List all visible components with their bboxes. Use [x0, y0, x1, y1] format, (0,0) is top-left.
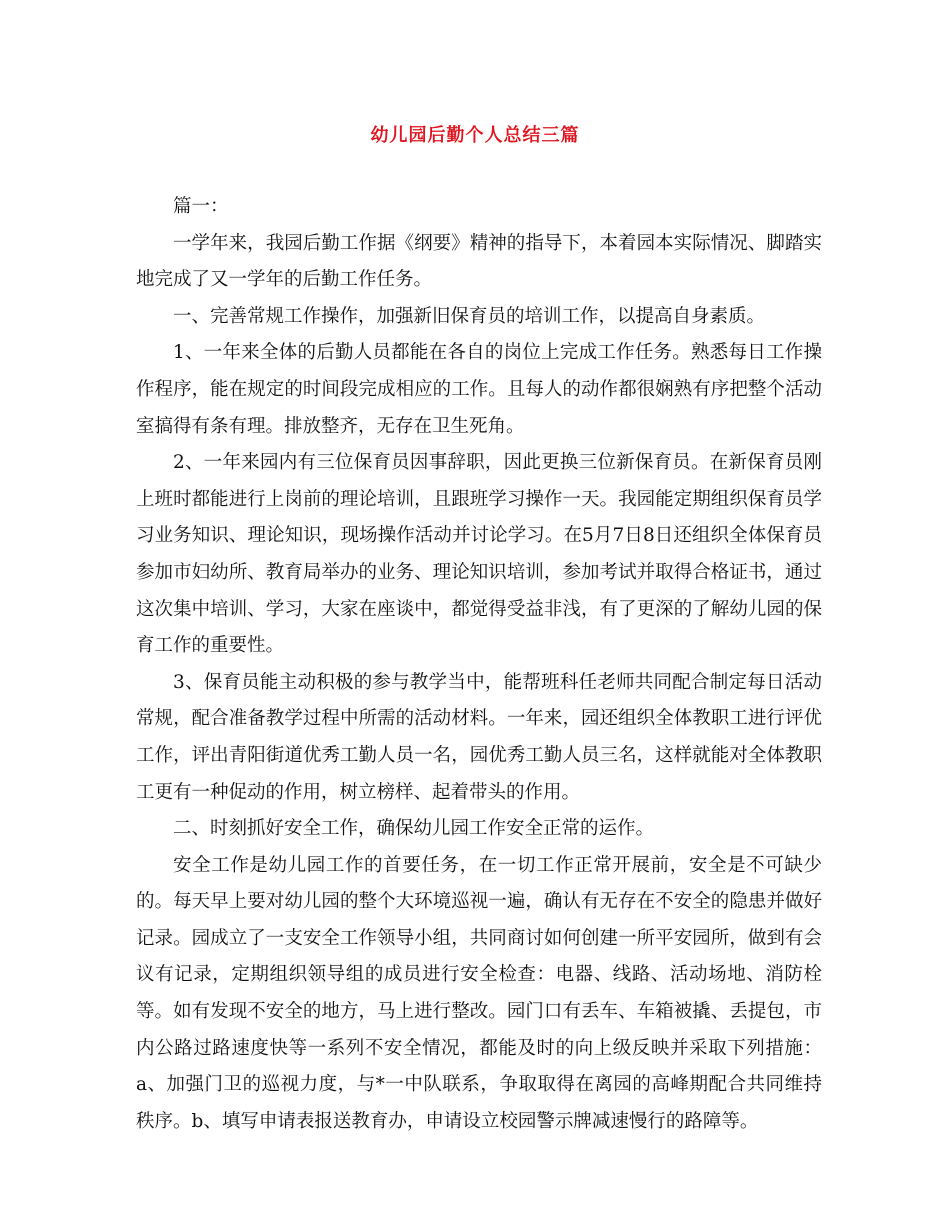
- document-title: 幼儿园后勤个人总结三篇: [370, 125, 580, 146]
- document-body: [136, 189, 822, 1140]
- paragraph-section-label: 篇一：: [173, 196, 229, 217]
- paragraph-safety: 安全工作是幼儿园工作的首要任务，在一切工作正常开展前，安全是不可缺少的。每天早上要对幼儿园的整个大环境巡视一遍，确认有无存在不安全的隐患并做好记录。园成立了一支安全工作领导小组，共同商讨如何创建一所平安园所，做到有会议有记录，定期组织领导组的成员进行安全检查：电器、线路、活动场地、消防栓等。如有发现不安全的地方，马上进行整改。园门口有丢车、车箱被撬、丢提包，市内公路过路速度快等一系列不安全情况，都能及时的向上级反映并采取下列措施：a、加强门卫的巡视力度，与*一中队联系，争取取得在离园的高峰期配合共同维持秩序。b、填写申请表报送教育办，申请设立校园警示牌减速慢行的路障等。: [136, 854, 822, 1132]
- paragraph-item-1: 1、一年来全体的后勤人员都能在各自的岗位上完成工作任务。熟悉每日工作操作程序，能在规定的时间段完成相应的工作。且每人的动作都很娴熟有序把整个活动室搞得有条有理。排放整齐，无存在卫生死角。: [136, 342, 822, 437]
- paragraph-heading-one: 一、完善常规工作操作，加强新旧保育员的培训工作，以提高自身素质。: [173, 305, 766, 327]
- paragraph-item-2: 2、一年来园内有三位保育员因事辞职，因此更换三位新保育员。在新保育员刚上班时都能进行上岗前的理论培训，且跟班学习操作一天。我园能定期组织保育员学习业务知识、理论知识，现场操作活动并讨论学习。在5月7日8日还组织全体保育员参加市妇幼所、教育局举办的业务、理论知识培训，参加考试并取得合格证书，通过这次集中培训、学习，大家在座谈中，都觉得受益非浅，有了更深的了解幼儿园的保育工作的重要性。: [136, 452, 822, 657]
- paragraph-intro: 一学年来，我园后勤工作据《纲要》精神的指导下，本着园本实际情况、脚踏实地完成了又一学年的后勤工作任务。: [136, 232, 822, 291]
- paragraph-heading-two: 二、时刻抓好安全工作，确保幼儿园工作安全正常的运作。: [173, 818, 655, 840]
- paragraph-item-3: 3、保育员能主动积极的参与教学当中，能帮班科任老师共同配合制定每日活动常规，配合准备教学过程中所需的活动材料。一年来，园还组织全体教职工进行评优工作，评出青阳街道优秀工勤人员一名，园优秀工勤人员三名，这样就能对全体教职工更有一种促动的作用，树立榜样、起着带头的作用。: [136, 671, 822, 803]
